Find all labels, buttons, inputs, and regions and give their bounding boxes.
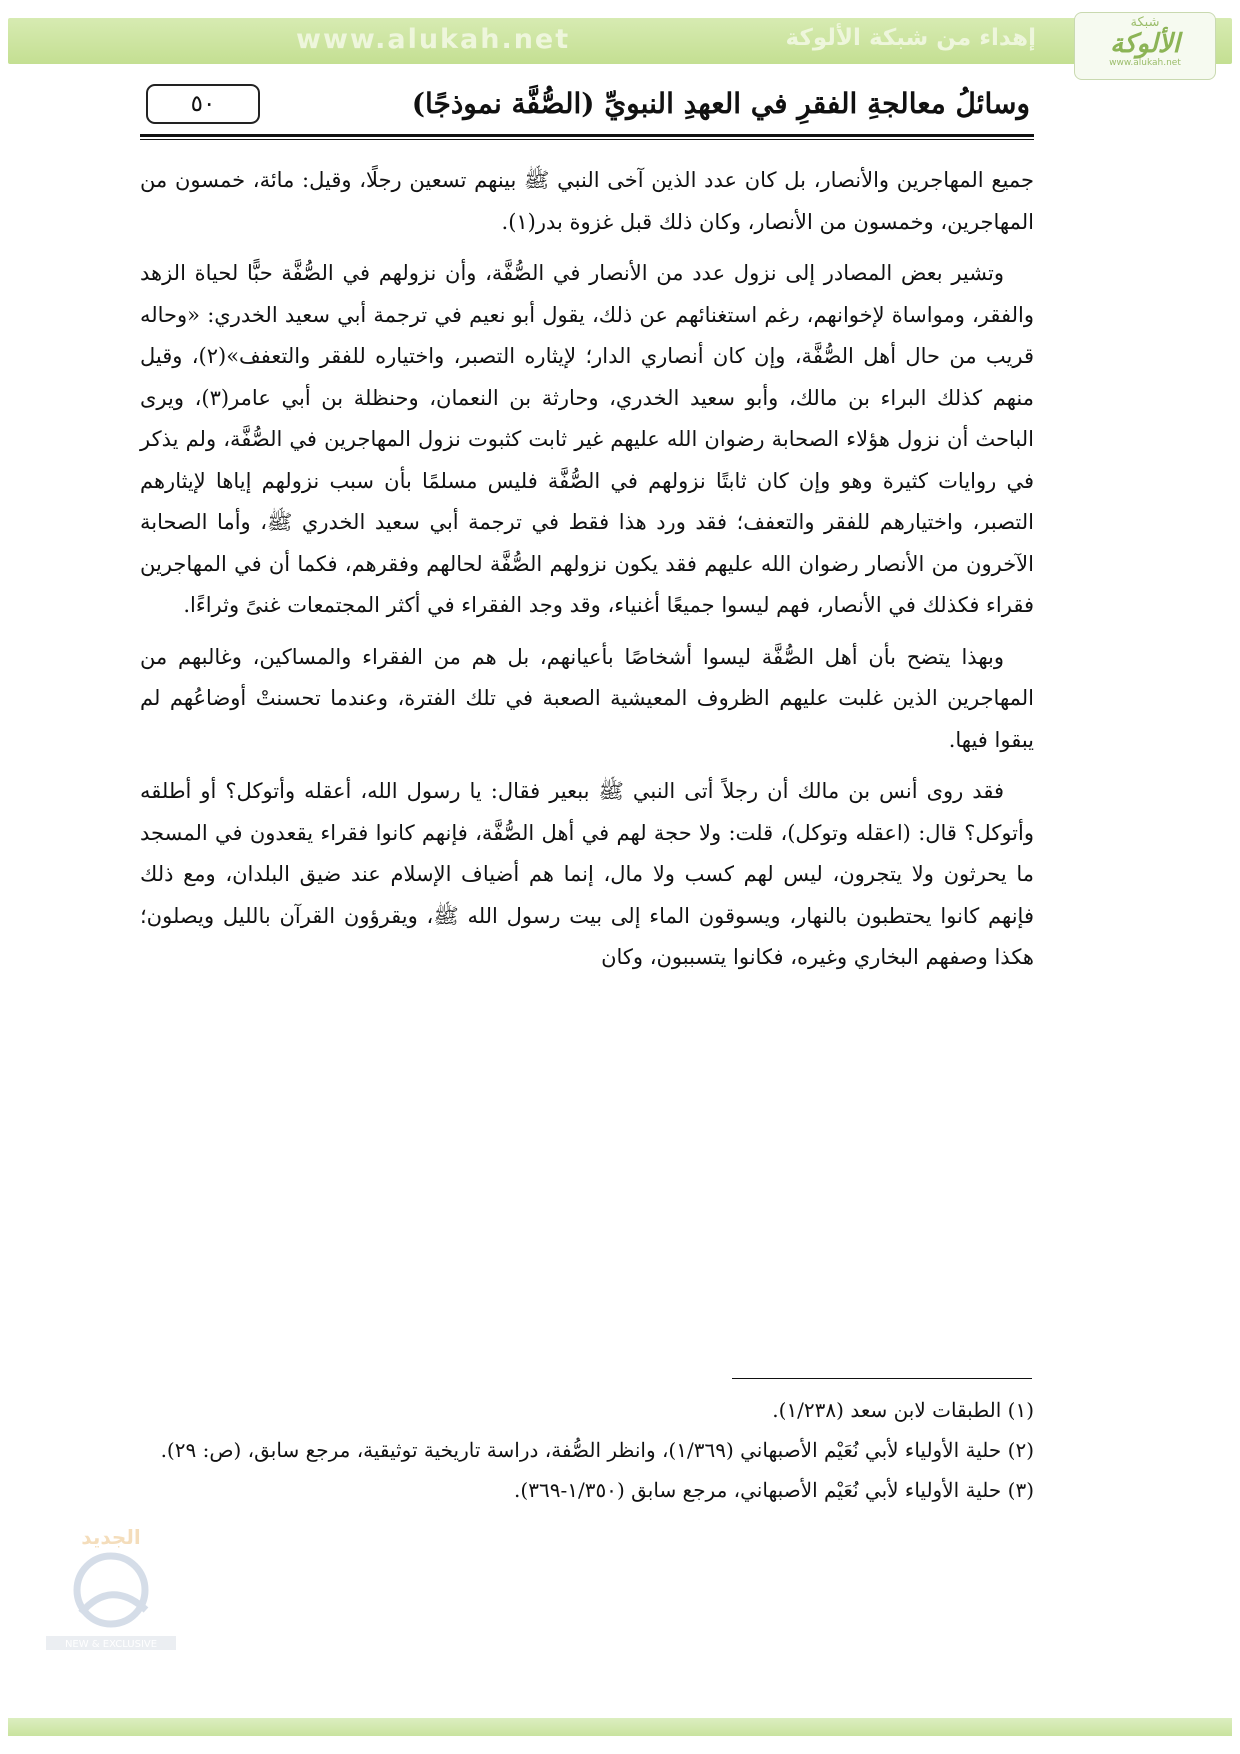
running-title: وسائلُ معالجةِ الفقرِ في العهدِ النبويِّ (الصُّفَّة نموذجًا): [411, 87, 1030, 120]
footnote: (١) الطبقات لابن سعد (١/٢٣٨).: [772, 1398, 1034, 1422]
footnote: (٢) حلية الأولياء لأبي نُعَيْم الأصبهاني (١/٣٦٩)، وانظر الصُّفة، دراسة تاريخية توثيقية، مرجع سابق، (ص: ٢٩).: [160, 1438, 1034, 1462]
logo-main-text: الألوكة: [1110, 29, 1180, 59]
footnotes: [140, 1392, 1034, 1512]
top-banner: [8, 18, 1232, 64]
banner-tagline: إهداء من شبكة الألوكة: [785, 25, 1036, 51]
footnote: (٣) حلية الأولياء لأبي نُعَيْم الأصبهاني، مرجع سابق (١/٣٥٠-٣٦٩).: [514, 1478, 1034, 1502]
paragraph: وتشير بعض المصادر إلى نزول عدد من الأنصار في الصُّفَّة، وأن نزولهم في الصُّفَّة حبًّا لحياة الزهد والفقر، ومواساة لإخوانهم، رغم استغنائهم عن ذلك، يقول أبو نعيم في ترجمة أبي سعيد الخدري: «وحاله قريب من حال أهل الصُّفَّة، وإن كان أنصاري الدار؛ لإيثاره التصبر، واختياره للفقر والتعفف»(٢)، وقيل منهم كذلك البراء بن مالك، وأبو سعيد الخدري، وحارثة بن النعمان، وحنظلة بن أبي عامر(٣)، ويرى الباحث أن نزول هؤلاء الصحابة رضوان الله عليهم غير ثابت كثبوت نزول المهاجرين في الصُّفَّة، ولم يذكر في روايات كثيرة وهو وإن كان ثابتًا نزولهم في الصُّفَّة فليس مسلمًا بأن سبب نزولهم إياها لإيثارهم التصبر، واختيارهم للفقر والتعفف؛ فقد ورد هذا فقط في ترجمة أبي سعيد الخدري ﷺ، وأما الصحابة الآخرون من الأنصار رضوان الله عليهم فقد يكون نزولهم الصُّفَّة لحالهم وفقرهم، فكما أن في المهاجرين فقراء فكذلك في الأنصار، فهم ليسوا جميعًا أغنياء، وقد وجد الفقراء في أكثر المجتمعات غنىً وثراءًا.: [140, 261, 1035, 617]
bottom-bar: [8, 1718, 1232, 1736]
site-logo: [1074, 12, 1216, 80]
logo-url-text: www.alukah.net: [1109, 58, 1181, 68]
watermark-top-text: الجديد: [81, 1525, 141, 1549]
paragraph: جميع المهاجرين والأنصار، بل كان عدد الذين آخى النبي ﷺ بينهم تسعين رجلًا، وقيل: مائة، خمسون من المهاجرين، وخمسون من الأنصار، وكان ذلك قبل غزوة بدر(١).: [140, 168, 1034, 234]
new-exclusive-watermark-logo: [36, 1518, 186, 1658]
logo-top-text: شبكة: [1130, 15, 1160, 30]
paragraph: فقد روى أنس بن مالك أن رجلاً أتى النبي ﷺ ببعير فقال: يا رسول الله، أعقله وأتوكل؟ أو أطلقه وأتوكل؟ قال: (اعقله وتوكل)، قلت: ولا حجة لهم في أهل الصُّفَّة، فإنهم كانوا فقراء يقعدون في المسجد ما يحرثون ولا يتجرون، ليس لهم كسب ولا مال، إنما هم أضياف الإسلام عند ضيق البلدان، ومع ذلك فإنهم كانوا يحتطبون بالنهار، ويسوقون الماء إلى بيت رسول الله ﷺ، ويقرؤون القرآن بالليل ويصلون؛ هكذا وصفهم البخاري وغيره، فكانوا يتسببون، وكان: [140, 779, 1034, 969]
header-rule: [140, 134, 1034, 137]
body-text: [140, 160, 1034, 989]
header-rule-thin: [140, 139, 1034, 140]
watermark-bottom-text: NEW & EXCLUSIVE: [64, 1639, 158, 1650]
footnote-separator: [732, 1378, 1032, 1379]
paragraph: وبهذا يتضح بأن أهل الصُّفَّة ليسوا أشخاصًا بأعيانهم، بل هم من الفقراء والمساكين، وغالبهم من المهاجرين الذين غلبت عليهم الظروف المعيشية الصعبة في تلك الفترة، وعندما تحسنتْ أوضاعُهم لم يبقوا فيها.: [140, 644, 1034, 752]
banner-url: www.alukah.net: [296, 24, 571, 55]
page-number: ٥٠: [146, 84, 260, 124]
